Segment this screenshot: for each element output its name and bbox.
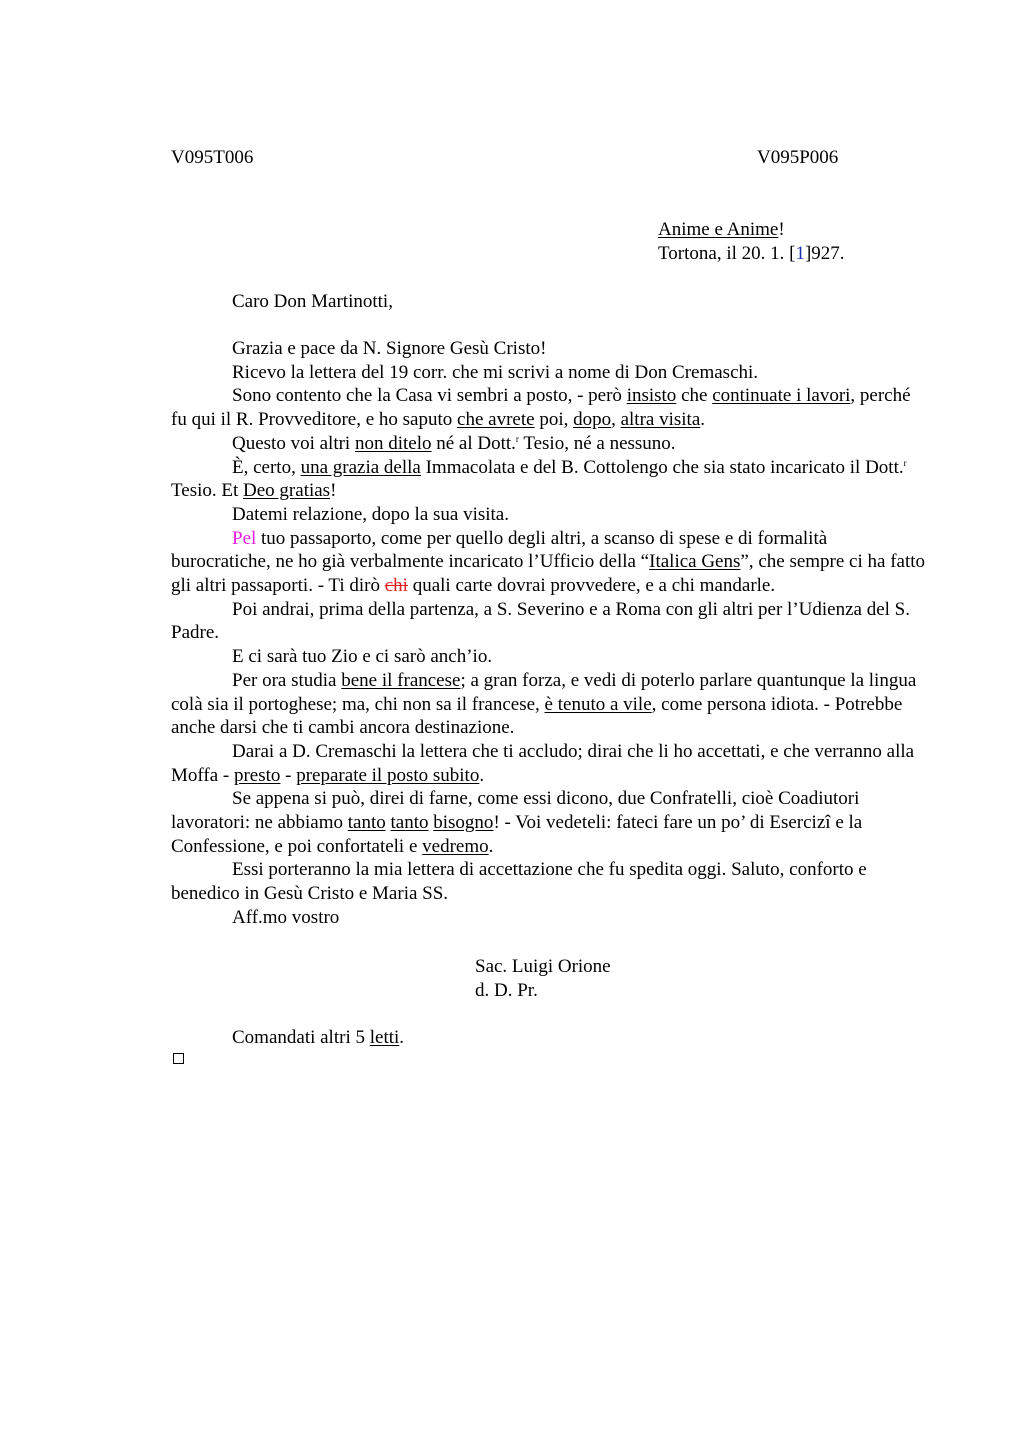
place-date bbox=[658, 242, 845, 266]
closing: Aff.mo vostro bbox=[232, 906, 340, 928]
paragraph-passport: Pel tuo passaporto, come per quello degli altri, a scanso di spese e di formalità burocratiche, ne ho già verbalmente incaricato l’Ufficio della “Italica Gens”, che sempre ci ha fatto gli altri passaporti. - Ti dirò chi quali carte dovrai provvedere, e a chi mandarle. bbox=[171, 527, 926, 597]
motto bbox=[658, 218, 785, 242]
year-suffix: 927. bbox=[811, 243, 845, 264]
document-code-left: V095T006 bbox=[171, 147, 254, 168]
signature-name: Sac. Luigi Orione bbox=[475, 956, 611, 977]
salutation: Caro Don Martinotti, bbox=[232, 291, 393, 312]
signature-title: d. D. Pr. bbox=[475, 980, 538, 1001]
letter-body bbox=[171, 337, 926, 930]
paragraph-house: Sono contento che la Casa vi sembri a posto, - però insisto che continuate i lavori, perché fu qui il R. Provveditore, e ho saputo che avrete poi, dopo, altra visita. bbox=[171, 385, 911, 431]
paragraph-greeting: Grazia e pace da N. Signore Gesù Cristo! bbox=[232, 338, 547, 359]
paragraph-french: Per ora studia bene il francese; a gran forza, e vedi di poterlo parlare quantunque la lingua colà sia il portoghese; ma, chi non sa il francese, è tenuto a vile, come persona idiota. - Potrebbe anche darsi che ti cambi ancora destinazione. bbox=[171, 669, 917, 739]
paragraph-received: Ricevo la lettera del 19 corr. che mi scrivi a nome di Don Cremaschi. bbox=[232, 361, 759, 383]
paragraph-report: Datemi relazione, dopo la sua visita. bbox=[232, 503, 509, 525]
paragraph-uncle: E ci sarà tuo Zio e ci sarò anch’io. bbox=[232, 646, 493, 668]
paragraph-grace: È, certo, una grazia della Immacolata e del B. Cottolengo che sia stato incaricato il Dott.$^r$ Tesio. Et Deo gratias! bbox=[171, 456, 907, 502]
motto-text: Anime e Anime bbox=[658, 219, 779, 240]
paragraph-secret: Questo voi altri non ditelo né al Dott.$^r$ Tesio, né a nessuno. bbox=[232, 432, 676, 454]
postscript: Comandati altri 5 letti. bbox=[232, 1027, 405, 1048]
place-date-prefix: Tortona, il 20. 1. bbox=[658, 243, 790, 264]
bracket-close: ] bbox=[804, 243, 812, 264]
editorial-digit: 1 bbox=[795, 243, 805, 264]
editorial-mark: Pel bbox=[232, 527, 257, 549]
paragraph-acceptance: Essi porteranno la mia lettera di accettazione che fu spedita oggi. Saluto, conforto e benedico in Gesù Cristo e Maria SS. bbox=[171, 859, 867, 905]
bracket-open: [ bbox=[789, 243, 796, 264]
paragraph-audience: Poi andrai, prima della partenza, a S. Severino e a Roma con gli altri per l’Udienza del S. Padre. bbox=[171, 598, 910, 644]
motto-punct: ! bbox=[778, 219, 785, 240]
struck-word: chi bbox=[384, 575, 408, 597]
paragraph-cremaschi: Darai a D. Cremaschi la lettera che ti accludo; dirai che li ho accettati, e che verranno alla Moffa - presto - preparate il posto subito. bbox=[171, 740, 915, 786]
paragraph-confratelli: Se appena si può, direi di farne, come essi dicono, due Confratelli, cioè Coadiutori lavoratori: ne abbiamo tanto tanto bisogno! - Voi vedeteli: fateci fare un po’ di Esercizi e la Confessione, e poi confortateli e vedremo. bbox=[171, 788, 863, 857]
checkbox-icon bbox=[173, 1053, 184, 1064]
document-code-right: V095P006 bbox=[757, 147, 839, 168]
